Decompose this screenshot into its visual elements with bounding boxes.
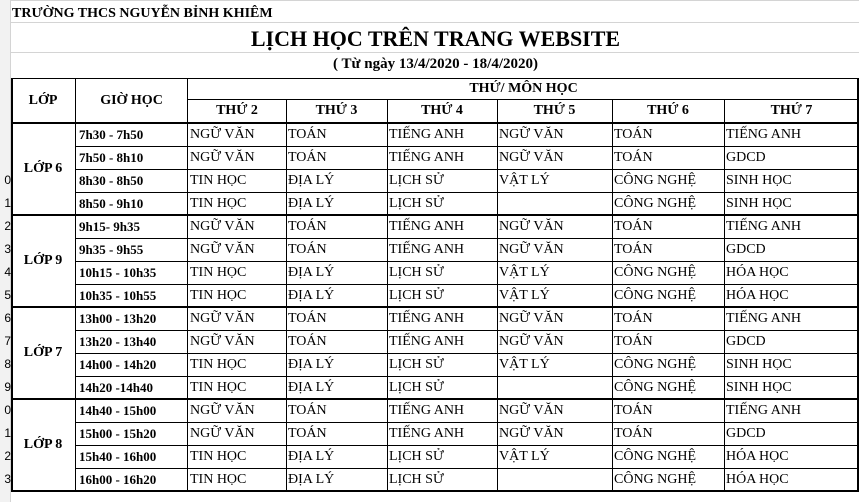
subject-cell[interactable]: TOÁN — [288, 425, 327, 441]
subject-cell[interactable]: NGỮ VĂN — [499, 425, 564, 441]
subject-cell[interactable]: TIẾNG ANH — [389, 425, 465, 441]
subject-cell[interactable]: GDCD — [726, 425, 766, 441]
subject-cell[interactable]: TOÁN — [288, 333, 327, 349]
subject-cell[interactable]: ĐỊA LÝ — [288, 195, 335, 211]
day-header[interactable]: THỨ 7 — [770, 103, 813, 118]
subject-cell[interactable]: NGỮ VĂN — [190, 310, 255, 326]
subject-cell[interactable]: CÔNG NGHỆ — [614, 195, 697, 211]
grid-line — [11, 122, 859, 124]
subject-cell[interactable]: NGỮ VĂN — [499, 402, 564, 418]
subject-cell[interactable]: NGỮ VĂN — [190, 402, 255, 418]
subject-cell[interactable]: HÓA HỌC — [726, 448, 789, 464]
subject-cell[interactable]: VẬT LÝ — [499, 287, 550, 303]
class-label[interactable]: LỚP 7 — [23, 345, 63, 360]
row-number[interactable]: 1 — [4, 196, 11, 210]
subject-cell[interactable] — [497, 468, 612, 491]
subject-cell[interactable]: CÔNG NGHỆ — [614, 287, 697, 303]
grid-line — [75, 238, 859, 239]
subject-cell[interactable]: TIẾNG ANH — [389, 333, 465, 349]
day-header[interactable]: THỨ 5 — [533, 103, 576, 118]
subject-cell[interactable]: TOÁN — [288, 126, 327, 142]
subject-cell[interactable]: TIN HỌC — [190, 379, 247, 395]
day-header[interactable]: THỨ 6 — [647, 103, 689, 118]
subject-cell[interactable]: GDCD — [726, 149, 766, 165]
row-number[interactable]: 6 — [4, 311, 11, 325]
subject-cell[interactable]: TIẾNG ANH — [389, 402, 465, 418]
subject-cell[interactable]: TOÁN — [614, 241, 653, 257]
grid-line — [11, 0, 859, 1]
grid-line — [11, 490, 859, 492]
row-number[interactable]: 7 — [4, 334, 11, 348]
grid-line — [75, 284, 859, 285]
grid-line — [724, 99, 725, 491]
subject-cell[interactable]: VẬT LÝ — [499, 172, 550, 188]
subject-cell[interactable]: LỊCH SỬ — [389, 264, 444, 280]
subject-cell[interactable]: TIẾNG ANH — [726, 310, 802, 326]
subject-cell[interactable]: TOÁN — [614, 333, 653, 349]
subject-cell[interactable]: SINH HỌC — [726, 356, 792, 372]
subject-cell[interactable]: TIẾNG ANH — [389, 149, 465, 165]
time-slot[interactable]: 13h20 - 13h40 — [79, 333, 157, 349]
subject-cell[interactable]: TIN HỌC — [190, 264, 247, 280]
column-header-time[interactable]: GIỜ HỌC — [100, 92, 163, 108]
grid-line — [75, 330, 859, 331]
subject-cell[interactable]: NGỮ VĂN — [499, 333, 564, 349]
subject-cell[interactable]: TOÁN — [288, 310, 327, 326]
subject-cell[interactable]: TIN HỌC — [190, 195, 247, 211]
subject-cell[interactable]: ĐỊA LÝ — [288, 471, 335, 487]
grid-line — [11, 398, 859, 400]
subject-cell[interactable]: TIN HỌC — [190, 471, 247, 487]
grid-line — [497, 99, 498, 491]
time-slot[interactable]: 15h00 - 15h20 — [79, 425, 157, 441]
subject-cell[interactable]: CÔNG NGHỆ — [614, 379, 697, 395]
time-slot[interactable]: 14h20 -14h40 — [79, 379, 154, 395]
subject-cell[interactable]: LỊCH SỬ — [389, 471, 444, 487]
row-number[interactable]: 0 — [4, 173, 11, 187]
subject-cell[interactable]: VẬT LÝ — [499, 356, 550, 372]
subject-cell[interactable]: TOÁN — [614, 310, 653, 326]
subject-cell[interactable]: NGỮ VĂN — [190, 425, 255, 441]
subject-cell[interactable] — [497, 192, 612, 215]
grid-line — [11, 306, 859, 308]
subject-cell[interactable]: NGỮ VĂN — [499, 218, 564, 234]
row-number[interactable]: 2 — [4, 449, 11, 463]
subject-cell[interactable]: HÓA HỌC — [726, 264, 789, 280]
time-slot[interactable]: 14h00 - 14h20 — [79, 356, 157, 372]
grid-line — [187, 78, 188, 491]
time-slot[interactable]: 10h15 - 10h35 — [79, 264, 157, 280]
subject-cell[interactable] — [497, 376, 612, 399]
time-slot[interactable]: 10h35 - 10h55 — [79, 287, 157, 303]
day-header[interactable]: THỨ 4 — [421, 103, 463, 118]
row-number[interactable]: 1 — [4, 426, 11, 440]
school-name: TRƯỜNG THCS NGUYỄN BỈNH KHIÊM — [12, 6, 273, 21]
subject-cell[interactable]: HÓA HỌC — [726, 287, 789, 303]
subject-cell[interactable]: TOÁN — [614, 149, 653, 165]
grid-line — [387, 99, 388, 491]
row-number[interactable]: 5 — [4, 288, 11, 302]
date-range: ( Từ ngày 13/4/2020 - 18/4/2020) — [333, 56, 538, 72]
subject-cell[interactable]: TOÁN — [288, 218, 327, 234]
subject-cell[interactable]: NGỮ VĂN — [190, 241, 255, 257]
time-slot[interactable]: 9h15- 9h35 — [79, 218, 141, 234]
grid-line — [11, 78, 859, 79]
subject-cell[interactable]: TIN HỌC — [190, 287, 247, 303]
subject-cell[interactable]: GDCD — [726, 241, 766, 257]
subject-cell[interactable]: TIẾNG ANH — [389, 218, 465, 234]
column-header-day-subject[interactable]: THỨ/ MÔN HỌC — [469, 80, 578, 96]
subject-cell[interactable]: TOÁN — [614, 218, 653, 234]
subject-cell[interactable]: TOÁN — [288, 241, 327, 257]
subject-cell[interactable]: ĐỊA LÝ — [288, 356, 335, 372]
row-number[interactable]: 9 — [4, 380, 11, 394]
day-header[interactable]: THỨ 3 — [315, 103, 358, 118]
grid-line — [75, 445, 859, 446]
subject-cell[interactable]: VẬT LÝ — [499, 264, 550, 280]
subject-cell[interactable]: HÓA HỌC — [726, 471, 789, 487]
page-title: LỊCH HỌC TRÊN TRANG WEBSITE — [250, 26, 621, 51]
subject-cell[interactable]: SINH HỌC — [726, 172, 792, 188]
grid-line — [11, 52, 859, 53]
subject-cell[interactable]: TIẾNG ANH — [389, 310, 465, 326]
time-slot[interactable]: 16h00 - 16h20 — [79, 471, 157, 487]
subject-cell[interactable]: TIN HỌC — [190, 356, 247, 372]
subject-cell[interactable]: NGỮ VĂN — [190, 149, 255, 165]
time-slot[interactable]: 7h50 - 8h10 — [79, 149, 144, 165]
row-number[interactable]: 3 — [4, 242, 11, 256]
grid-line — [75, 376, 859, 377]
subject-cell[interactable]: TIẾNG ANH — [726, 218, 802, 234]
row-number[interactable]: 4 — [4, 265, 11, 279]
time-slot[interactable]: 8h30 - 8h50 — [79, 172, 144, 188]
subject-cell[interactable]: LỊCH SỬ — [389, 195, 444, 211]
row-number[interactable]: 3 — [4, 472, 11, 486]
grid-line — [11, 214, 859, 216]
subject-cell[interactable]: NGỮ VĂN — [499, 126, 564, 142]
subject-cell[interactable]: SINH HỌC — [726, 195, 792, 211]
subject-cell[interactable]: CÔNG NGHỆ — [614, 356, 697, 372]
grid-line — [75, 146, 859, 147]
column-header-class[interactable]: LỚP — [28, 92, 58, 108]
grid-line — [75, 192, 859, 193]
subject-cell[interactable]: LỊCH SỬ — [389, 448, 444, 464]
subject-cell[interactable]: TOÁN — [288, 149, 327, 165]
subject-cell[interactable]: TIN HỌC — [190, 448, 247, 464]
row-number[interactable]: 0 — [4, 403, 11, 417]
subject-cell[interactable]: NGỮ VĂN — [190, 333, 255, 349]
time-slot[interactable]: 9h35 - 9h55 — [79, 241, 144, 257]
class-label[interactable]: LỚP 6 — [23, 161, 63, 176]
subject-cell[interactable]: LỊCH SỬ — [389, 356, 444, 372]
subject-cell[interactable]: CÔNG NGHỆ — [614, 264, 697, 280]
subject-cell[interactable]: LỊCH SỬ — [389, 287, 444, 303]
grid-line — [286, 99, 287, 491]
grid-line — [188, 99, 859, 100]
row-number[interactable]: 2 — [4, 219, 11, 233]
subject-cell[interactable]: CÔNG NGHỆ — [614, 448, 697, 464]
grid-line — [75, 169, 859, 170]
class-label[interactable]: LỚP 8 — [23, 437, 63, 452]
subject-cell[interactable]: SINH HỌC — [726, 379, 792, 395]
time-slot[interactable]: 7h30 - 7h50 — [79, 126, 144, 142]
subject-cell[interactable]: TOÁN — [288, 402, 327, 418]
subject-cell[interactable]: TOÁN — [614, 126, 653, 142]
subject-cell[interactable]: NGỮ VĂN — [499, 241, 564, 257]
time-slot[interactable]: 14h40 - 15h00 — [79, 402, 157, 418]
grid-line — [75, 78, 76, 491]
subject-cell[interactable]: TOÁN — [614, 425, 653, 441]
grid-line — [75, 353, 859, 354]
grid-line — [75, 261, 859, 262]
subject-cell[interactable]: CÔNG NGHỆ — [614, 471, 697, 487]
subject-cell[interactable]: TIẾNG ANH — [726, 126, 802, 142]
subject-cell[interactable]: TOÁN — [614, 402, 653, 418]
row-number[interactable]: 8 — [4, 357, 11, 371]
subject-cell[interactable]: TIẾNG ANH — [726, 402, 802, 418]
grid-line — [612, 99, 613, 491]
time-slot[interactable]: 13h00 - 13h20 — [79, 310, 157, 326]
subject-cell[interactable]: LỊCH SỬ — [389, 172, 444, 188]
subject-cell[interactable]: LỊCH SỬ — [389, 379, 444, 395]
class-label[interactable]: LỚP 9 — [23, 253, 63, 268]
grid-line — [75, 422, 859, 423]
subject-cell[interactable]: NGỮ VĂN — [190, 126, 255, 142]
grid-line — [11, 22, 859, 23]
subject-cell[interactable]: ĐỊA LÝ — [288, 448, 335, 464]
subject-cell[interactable]: VẬT LÝ — [499, 448, 550, 464]
time-slot[interactable]: 8h50 - 9h10 — [79, 195, 144, 211]
day-header[interactable]: THỨ 2 — [216, 103, 258, 118]
grid-line — [75, 468, 859, 469]
time-slot[interactable]: 15h40 - 16h00 — [79, 448, 157, 464]
subject-cell[interactable]: GDCD — [726, 333, 766, 349]
subject-cell[interactable]: NGỮ VĂN — [190, 218, 255, 234]
subject-cell[interactable]: ĐỊA LÝ — [288, 287, 335, 303]
subject-cell[interactable]: NGỮ VĂN — [499, 149, 564, 165]
subject-cell[interactable]: TIẾNG ANH — [389, 241, 465, 257]
subject-cell[interactable]: ĐỊA LÝ — [288, 379, 335, 395]
subject-cell[interactable]: TIN HỌC — [190, 172, 247, 188]
subject-cell[interactable]: CÔNG NGHỆ — [614, 172, 697, 188]
subject-cell[interactable]: TIẾNG ANH — [389, 126, 465, 142]
subject-cell[interactable]: ĐỊA LÝ — [288, 264, 335, 280]
grid-line — [11, 78, 13, 491]
subject-cell[interactable]: ĐỊA LÝ — [288, 172, 335, 188]
subject-cell[interactable]: NGỮ VĂN — [499, 310, 564, 326]
